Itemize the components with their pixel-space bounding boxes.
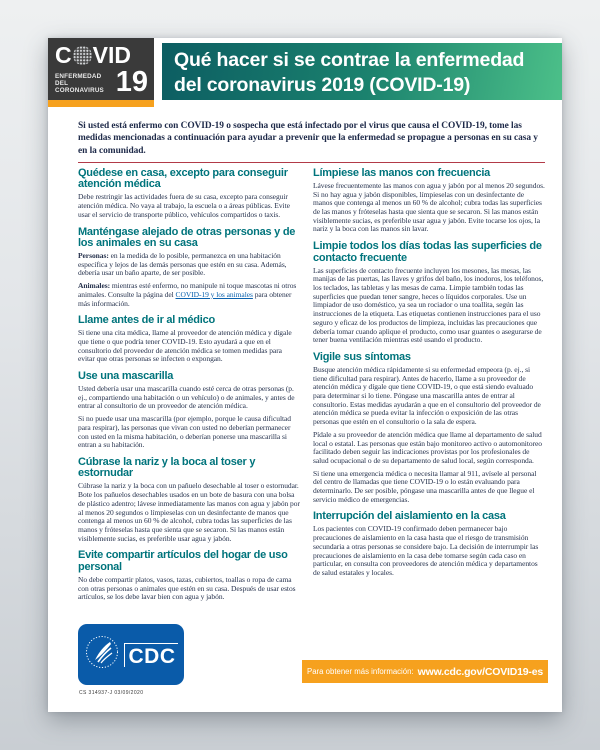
covid19-logo [48,38,154,100]
section-heading: Evite compartir artículos del hogar de uso personal [78,549,288,573]
section-heading: Interrupción del aislamiento en la casa [313,510,506,523]
footer-info-label: Para obtener más información: [307,667,414,676]
section-heading: Vigile sus síntomas [313,350,411,363]
title-banner [162,43,562,100]
covid19-animals-link[interactable]: COVID-19 y los animales [175,289,253,299]
column-left [78,165,300,606]
page-title-line1: Qué hacer si se contrae la enfermedad [174,49,525,71]
body-paragraph: Personas: en la medida de lo posible, permanezca en una habitación específica y lejos de las demás personas que estén en su casa. Además, debería usar un baño aparte, de ser posible. [78,251,287,278]
intro-text: Si usted está enfermo con COVID-19 o sospecha que está infectado por el virus que causa el COVID-19, tome las medidas mencionadas a continuación para ayudar a prevenir que la enfermedad se propague a personas en su casa y en la comunidad. [78,121,538,156]
body-paragraph: Usted debería usar una mascarilla cuando esté cerca de otras personas (p. ej., compartiendo una habitación o un vehículo) o de animales, y antes de entrar al consultorio de un proveedor de atención médica. [78,384,295,411]
section-heading: Manténgase alejado de otras personas y de los animales en su casa [78,225,296,249]
body-paragraph: Si tiene una emergencia médica o necesita llamar al 911, avísele al personal del centro de llamadas que tiene COVID-19 o lo están evaluando para determinarlo. De ser posible, póngase una mascarilla antes de que llegue el servicio médico de emergencias. [313,468,537,504]
content-area [78,114,545,606]
hhs-eagle-icon [85,635,119,674]
two-column-layout [78,165,545,606]
section-heading: Quédese en casa, excepto para conseguir atención médica [78,166,288,191]
divider-rule [78,162,545,163]
body-paragraph: Si tiene una cita médica, llame al proveedor de atención médica y dígale que tiene o que podría tener COVID-19. Esto ayudará a que en el consultorio del proveedor de atención médica se tomen medidas para evitar que otras personas se infecten o expongan. [78,328,292,364]
logo-letter-c: C [55,42,72,68]
footer-info-bar [302,660,548,683]
section-heading: Límpiese las manos con frecuencia [313,166,490,179]
body-paragraph: No debe compartir platos, vasos, tazas, cubiertos, toallas o ropa de cama con otras personas o animales que estén en su casa. Después de usar estos artículos, se los debe lavar bien con agua y jabón. [78,574,296,602]
cdc-wordmark: CDC [124,643,178,667]
column-right [313,165,545,606]
body-paragraph: Pídale a su proveedor de atención médica que llame al departamento de salud local o estatal. Las personas que están bajo monitoreo activo o automonitoreo facilitado deben seguir las indicaciones provistas por los profesionales de salud ocupacional o de su departamento de salud local, según corresponda. [313,429,542,465]
body-paragraph: Cúbrase la nariz y la boca con un pañuelo desechable al toser o estornudar. Bote los pañuelos desechables usados en un bote de basura con una bolsa de plástico adentro; lávese inmediatamente las manos con agua y jabón por al menos 20 segundos o límpieselas con un desinfectante de manos que contenga al menos un 60 % de alcohol, cubra todas las superficies de las manos y fróteselas hasta que sienta que se secaron. Si las manos están visiblemente sucias, es preferible usar agua y jabón. [78,481,300,543]
footer-url[interactable]: www.cdc.gov/COVID19-es [417,665,543,678]
body-paragraph: Lávese frecuentemente las manos con agua y jabón por al menos 20 segundos. Si no hay agua y jabón disponibles, límpieselas con un desinfectante de manos que contenga al menos un 60 % de alcohol; cubra todas las superficies de las manos y fróteselas hasta que sienta que se secaron. Si las manos están visiblemente sucias, es preferible usar agua y jabón. Evite tocarse los ojos, la nariz y la boca con las manos sin lavar. [313,180,545,234]
cdc-logo [78,624,184,685]
section-heading: Use una mascarilla [78,370,174,383]
logo-number-19: 19 [115,66,148,98]
body-paragraph: Animales: mientras esté enfermo, no manipule ni toque mascotas ni otros animales. Consulte la página del COVID-19 y los animales para obtener más información. [78,281,297,308]
virus-icon [73,46,92,65]
section-heading: Limpie todos los días todas las superficies de contacto frecuente [313,240,542,264]
body-paragraph: Las superficies de contacto frecuente incluyen los mesones, las mesas, las manijas de las puertas, las llaves y grifos del baño, los inodoros, los teléfonos, los teclados, las tabletas y las mesas de cama. Limpie también todas las superficies que puedan tener sangre, heces o líquidos corporales. Use un limpiador de uso doméstico, ya sea un rociador o una toallita, según las instrucciones de la etiqueta. Las etiquetas contienen instrucciones para el uso seguro y eficaz de los productos de limpieza, incluidas las precauciones que debería tomar cuando aplique el producto, como usar guantes o asegurarse de tener buena ventilación mientras esté usando el producto. [313,265,544,345]
section-heading: Cúbrase la nariz y la boca al toser y estornudar [78,455,256,480]
covid19-logo-wordmark [55,43,148,67]
logo-letters-vid: VID [92,42,131,68]
document-page [48,38,562,712]
body-paragraph: Si no puede usar una mascarilla (por ejemplo, porque le causa dificultad para respirar), las personas que vivan con usted no deberían permanecer con usted en la misma habitación, o deberían ponerse una mascarilla si entran a su habitación. [78,414,291,450]
doc-number: CS 314937-J 03/09/2020 [79,690,144,696]
logo-subtitle: ENFERMEDAD DEL CORONAVIRUS [55,73,104,94]
body-paragraph: Debe restringir las actividades fuera de su casa, excepto para conseguir atención médica. No vaya al trabajo, la escuela o a áreas públicas. Evite usar el servicio de transporte público, vehículos compartidos o taxis. [78,192,290,219]
logo-orange-bar [48,100,154,107]
page-title-line2: del coronavirus 2019 (COVID-19) [174,74,471,96]
body-paragraph: Los pacientes con COVID-19 confirmado deben permanecer bajo precauciones de aislamiento en la casa hasta que el riesgo de transmisión secundaria a otras personas se considere bajo. La decisión de interrumpir las precauciones de aislamiento en la casa debe tomarse según cada caso en particular, en consulta con proveedores de atención médica y departamentos de salud estatales y locales. [313,524,539,577]
body-paragraph: Busque atención médica rápidamente si su enfermedad empeora (p. ej., si tiene dificultad para respirar). Antes de hacerlo, llame a su proveedor de atención médica y dígale que tiene COVID-19, o que está siendo evaluado para determinar si lo tiene. Póngase una mascarilla antes de entrar al consultorio. Estas medidas ayudarán a que en el consultorio del proveedor de atención médica se pueda evitar la infección o exposición de las otras personas que estén en el consultorio o la sala de espera. [313,364,541,427]
section-heading: Llame antes de ir al médico [78,314,215,327]
